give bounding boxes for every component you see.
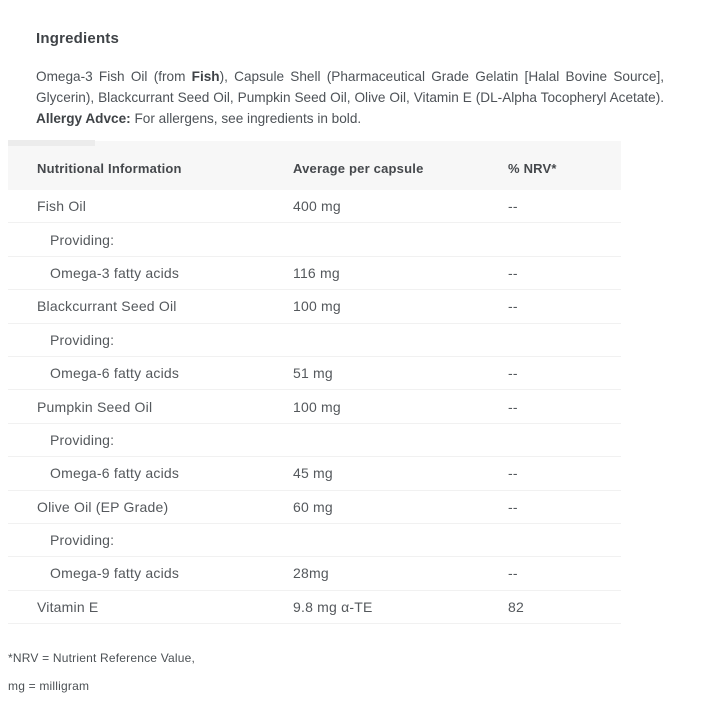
nutrient-name-cell: Olive Oil (EP Grade) (37, 498, 169, 515)
table-row (8, 390, 621, 423)
nrv-cell: -- (508, 565, 518, 582)
ingredients-heading: Ingredients (36, 30, 120, 47)
nutrition-table (8, 141, 621, 624)
ingredients-text: For allergens, see ingredients in bold. (130, 111, 362, 126)
footnote-nrv: *NRV = Nutrient Reference Value, (8, 651, 196, 665)
nutrient-name-cell: Omega-6 fatty acids (50, 465, 180, 482)
column-header-average-per-capsule: Average per capsule (293, 160, 424, 176)
table-row (8, 324, 621, 357)
table-row (8, 457, 621, 490)
nrv-cell: -- (508, 398, 518, 415)
table-scrollbar-thumb[interactable] (8, 140, 95, 146)
amount-cell: 100 mg (293, 298, 341, 315)
nrv-cell: -- (508, 465, 518, 482)
table-row (8, 257, 621, 290)
nutrient-name-cell: Fish Oil (37, 198, 87, 215)
nutrient-name-cell: Omega-6 fatty acids (50, 365, 180, 382)
nutrition-table-header (8, 146, 621, 190)
nrv-cell: -- (508, 264, 518, 281)
ingredients-text: ), Capsule Shell (Pharmaceutical Grade Gelatin [Halal Bovine Source], Glycerin), Blackcurrant Seed Oil, Pumpkin Seed Oil, Olive Oil, Vitamin E (DL-Alpha Tocopheryl Acetate). (36, 69, 664, 105)
nutrient-name-cell: Pumpkin Seed Oil (37, 398, 153, 415)
amount-cell: 116 mg (293, 264, 340, 281)
table-row (8, 290, 621, 323)
column-header-nrv: % NRV* (508, 160, 557, 176)
column-header-nutritional-information: Nutritional Information (37, 160, 182, 176)
table-row (8, 557, 621, 590)
table-row (8, 591, 621, 624)
footnote-mg: mg = milligram (8, 679, 90, 693)
nutrient-name-cell: Vitamin E (37, 598, 99, 615)
table-row (8, 524, 621, 557)
table-row (8, 357, 621, 390)
nutrient-name-cell: Providing: (50, 331, 115, 348)
allergen-bold-fish: Fish (191, 69, 220, 84)
ingredients-paragraph (36, 66, 664, 129)
nrv-cell: 82 (508, 598, 524, 615)
nutrient-name-cell: Omega-9 fatty acids (50, 565, 180, 582)
nutrient-name-cell: Providing: (50, 231, 115, 248)
amount-cell: 9.8 mg α-TE (293, 598, 373, 615)
footnotes (8, 651, 195, 707)
table-row (8, 424, 621, 457)
nrv-cell: -- (508, 298, 518, 315)
table-row (8, 223, 621, 256)
table-row (8, 491, 621, 524)
nutrient-name-cell: Omega-3 fatty acids (50, 264, 180, 281)
amount-cell: 60 mg (293, 498, 333, 515)
nrv-cell: -- (508, 498, 518, 515)
nutrient-name-cell: Providing: (50, 532, 115, 549)
table-scrollbar-track[interactable] (8, 141, 621, 146)
table-row (8, 190, 621, 223)
allergy-advice-label: Allergy Advce: (36, 111, 131, 126)
nrv-cell: -- (508, 365, 518, 382)
amount-cell: 45 mg (293, 465, 333, 482)
ingredients-text: Omega-3 Fish Oil (from (36, 69, 192, 84)
nrv-cell: -- (508, 198, 518, 215)
nutrient-name-cell: Providing: (50, 431, 115, 448)
nutrition-table-body (8, 190, 621, 624)
nutrient-name-cell: Blackcurrant Seed Oil (37, 298, 177, 315)
amount-cell: 100 mg (293, 398, 341, 415)
amount-cell: 51 mg (293, 365, 333, 382)
amount-cell: 400 mg (293, 198, 341, 215)
amount-cell: 28mg (293, 565, 329, 582)
